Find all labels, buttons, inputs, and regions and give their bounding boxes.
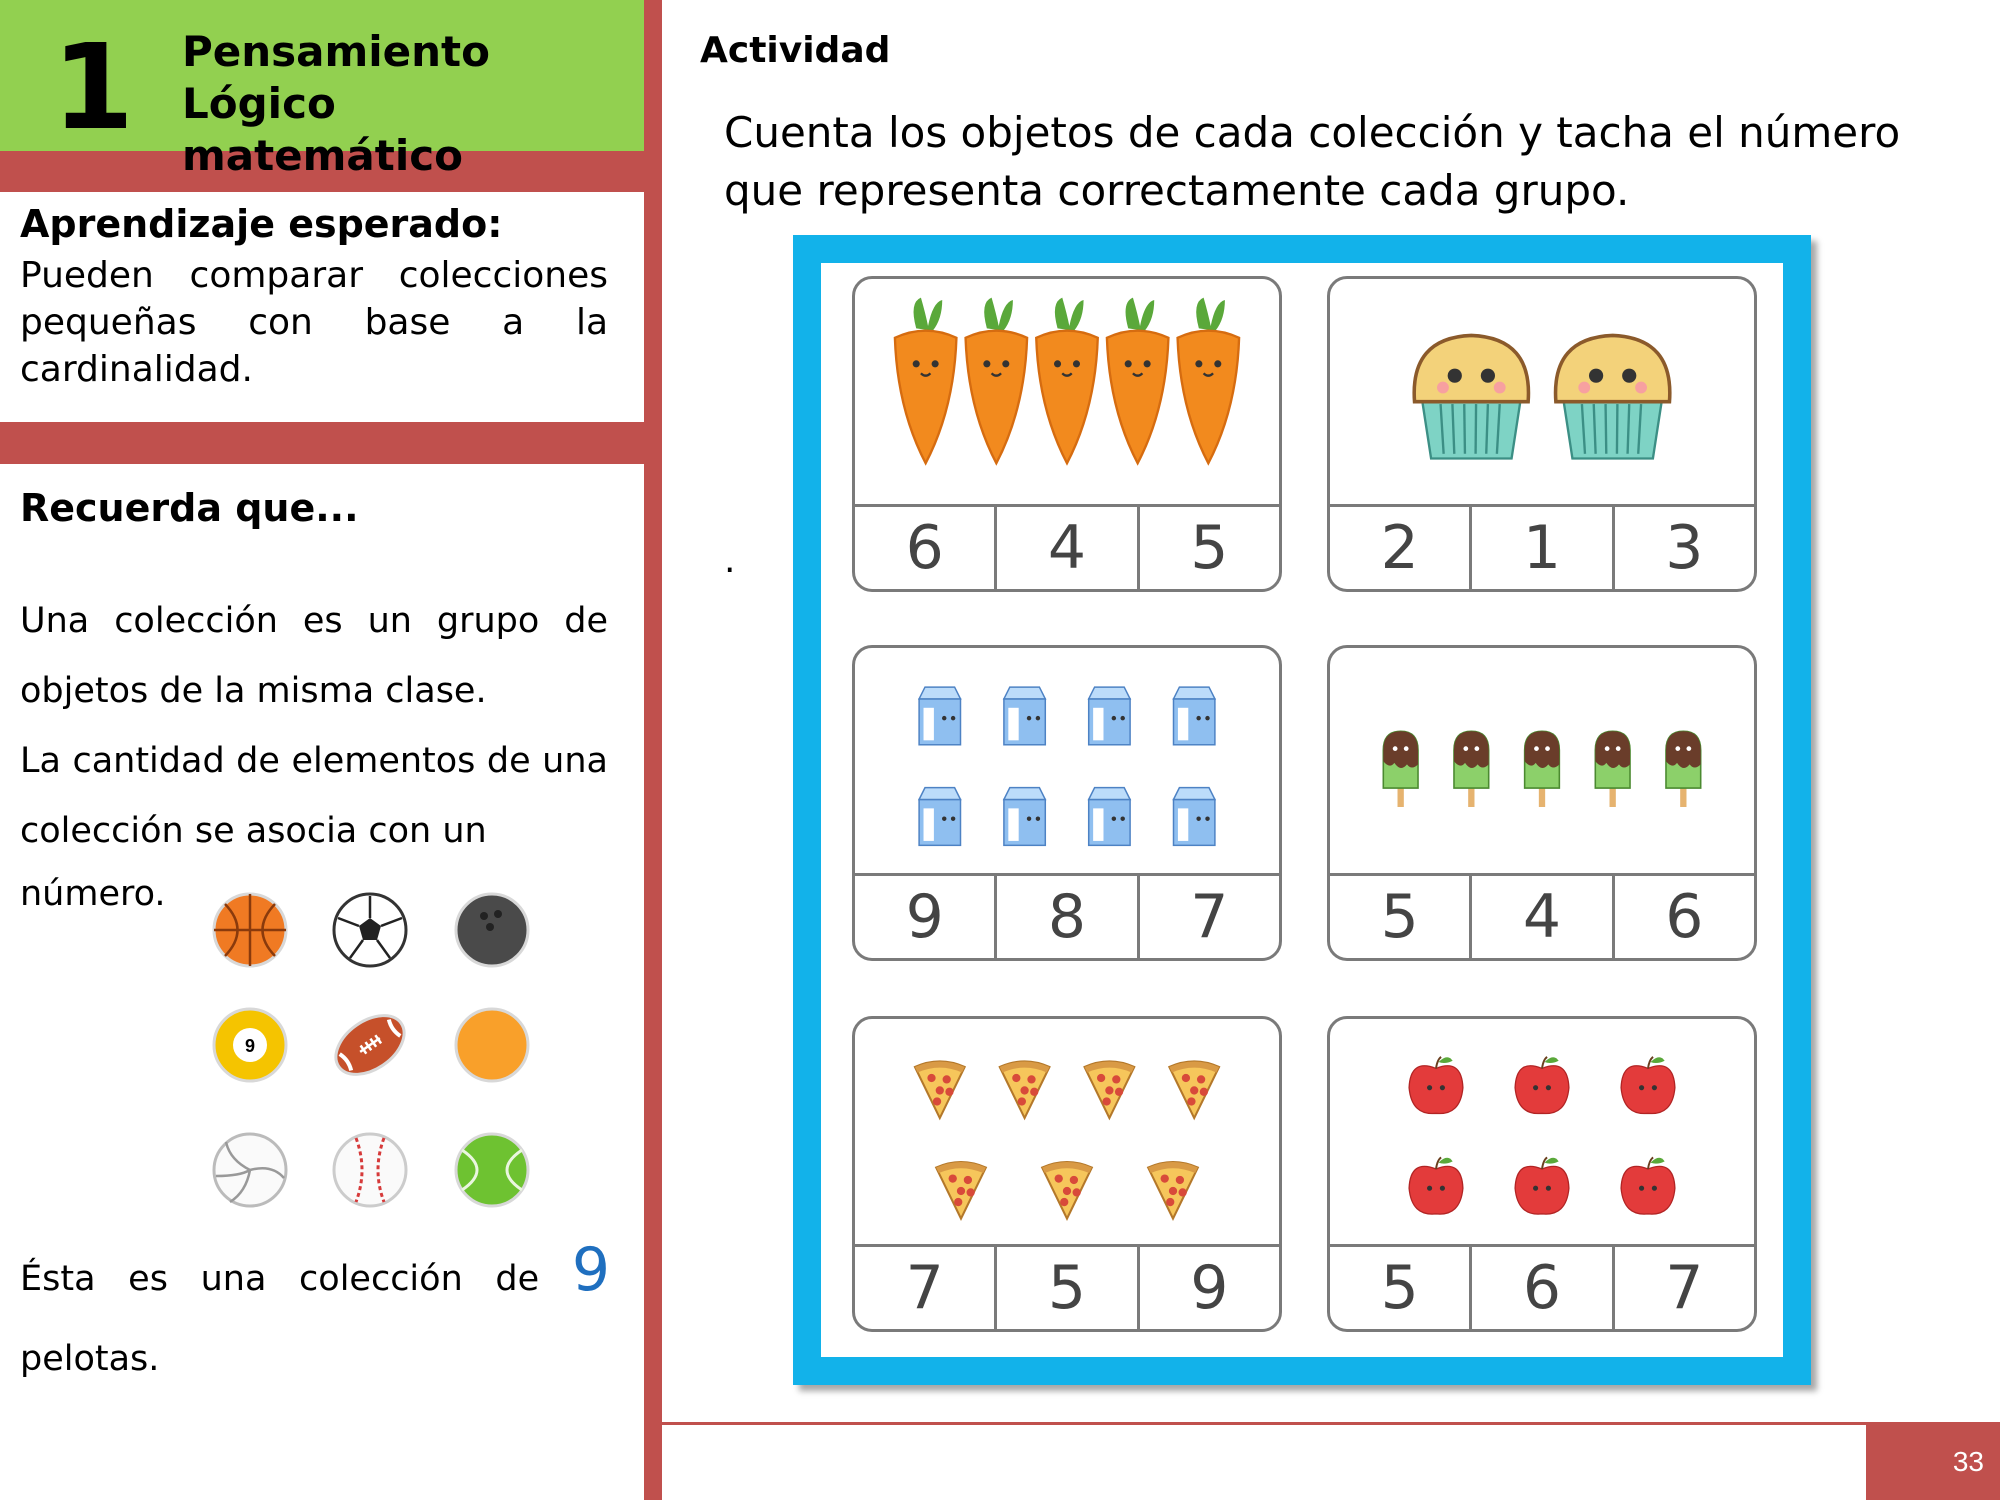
collection-card [1327,1016,1757,1332]
popsicle-icon [1595,731,1630,807]
collection-card [1327,645,1757,961]
collection-card [852,645,1282,961]
apple-icon [1621,1157,1675,1214]
muffin-icon [1556,335,1670,458]
apple-icon [1409,1057,1463,1114]
remember-heading: Recuerda que... [20,486,359,530]
unit-title [182,26,622,182]
collection-statement [20,1230,610,1399]
milk-carton-icon [1173,788,1214,846]
unit-title-line1: Pensamiento Lógico [182,27,490,128]
number-option[interactable]: 7 [1137,876,1279,958]
apple-icon [1409,1157,1463,1214]
remember-text [20,586,608,866]
number-option[interactable]: 6 [905,513,944,583]
carrot-icon [1178,298,1240,464]
number-option[interactable]: 9 [1137,1247,1279,1329]
number-option[interactable]: 5 [1380,1253,1419,1323]
number-option[interactable]: 6 [1469,1247,1611,1329]
number-option[interactable]: 7 [905,1253,944,1323]
number-options [855,1244,1279,1329]
number-options [855,504,1279,589]
number-option[interactable]: 5 [1380,882,1419,952]
apple-icon [1621,1057,1675,1114]
collection-card [852,1016,1282,1332]
pizza-slice-icon [915,1061,965,1118]
ball-collection [195,880,580,1220]
number-option[interactable]: 8 [994,876,1136,958]
carrot-icon [966,298,1028,464]
apple-icon [1515,1157,1569,1214]
collection-pictures [1330,1019,1754,1251]
pizza-slice-icon [936,1162,986,1219]
page-number: 33 [1952,1446,1984,1477]
number-option[interactable]: 2 [1380,513,1419,583]
milk-carton-icon [1004,788,1045,846]
popsicle-icon [1454,731,1489,807]
pizza-slice-icon [1148,1162,1198,1219]
pizza-slice-icon [1042,1162,1092,1219]
number-options [855,873,1279,958]
activity-instruction: Cuenta los objetos de cada colección y tacha el número que representa correctamente cada grupo. [724,108,1901,215]
basketball-icon [214,894,286,966]
orange-ball-icon [456,1009,528,1081]
pizza-slice-icon [1085,1061,1135,1118]
number-option[interactable]: 5 [1137,507,1279,589]
tennis-ball-icon [456,1134,528,1206]
popsicle-icon [1525,731,1560,807]
carrot-icon [1107,298,1169,464]
remember-paragraph-2: La cantidad de elementos de una colección se asocia con un [20,741,608,851]
billiard-ball-number: 9 [244,1036,256,1056]
milk-carton-icon [1173,687,1214,745]
number-option[interactable]: 7 [1612,1247,1754,1329]
milk-carton-icon [1089,687,1130,745]
billiard-ball-icon [214,1009,286,1081]
soccer-ball-icon [334,894,406,966]
milk-carton-icon [1089,788,1130,846]
collection-card [852,276,1282,592]
number-option[interactable]: 4 [1469,876,1611,958]
remember-last-word: número. [20,874,166,914]
stray-dot: . [724,540,736,581]
collection-pictures [1330,279,1754,511]
milk-carton-icon [919,687,960,745]
number-options [1330,873,1754,958]
muffin-icon [1414,335,1528,458]
pizza-slice-icon [1169,1061,1219,1118]
carrot-icon [895,298,957,464]
remember-paragraph-1: Una colección es un grupo de objetos de la misma clase. [20,601,608,711]
collection-count: 9 [571,1235,610,1305]
collection-suffix: pelotas. [20,1339,160,1379]
number-option[interactable]: 9 [905,882,944,952]
number-option[interactable]: 1 [1469,507,1611,589]
number-options [1330,1244,1754,1329]
pizza-slice-icon [1000,1061,1050,1118]
popsicle-icon [1666,731,1701,807]
collection-pictures [1330,648,1754,880]
collection-card [1327,276,1757,592]
milk-carton-icon [919,788,960,846]
popsicle-icon [1383,731,1418,807]
volleyball-icon [214,1134,286,1206]
number-option[interactable]: 4 [994,507,1136,589]
collection-prefix: Ésta es una colección de [20,1259,540,1299]
baseball-icon [334,1134,406,1206]
footer-line [660,1422,2000,1425]
activity-label: Actividad [700,30,891,71]
column-divider [660,0,662,1500]
unit-number: 1 [52,18,135,156]
football-icon [325,1004,415,1087]
unit-title-line2: matemático [182,131,463,180]
number-option[interactable]: 3 [1612,507,1754,589]
carrot-icon [1036,298,1098,464]
apple-icon [1515,1057,1569,1114]
learning-heading: Aprendizaje esperado: [20,202,503,246]
milk-carton-icon [1004,687,1045,745]
learning-text: Pueden comparar colecciones pequeñas con base a la cardinalidad. [20,255,608,390]
number-option[interactable]: 5 [994,1247,1136,1329]
collection-pictures [855,1019,1279,1251]
collection-pictures [855,279,1279,511]
number-options [1330,504,1754,589]
number-option[interactable]: 6 [1612,876,1754,958]
bowling-ball-icon [456,894,528,966]
collection-pictures [855,648,1279,880]
